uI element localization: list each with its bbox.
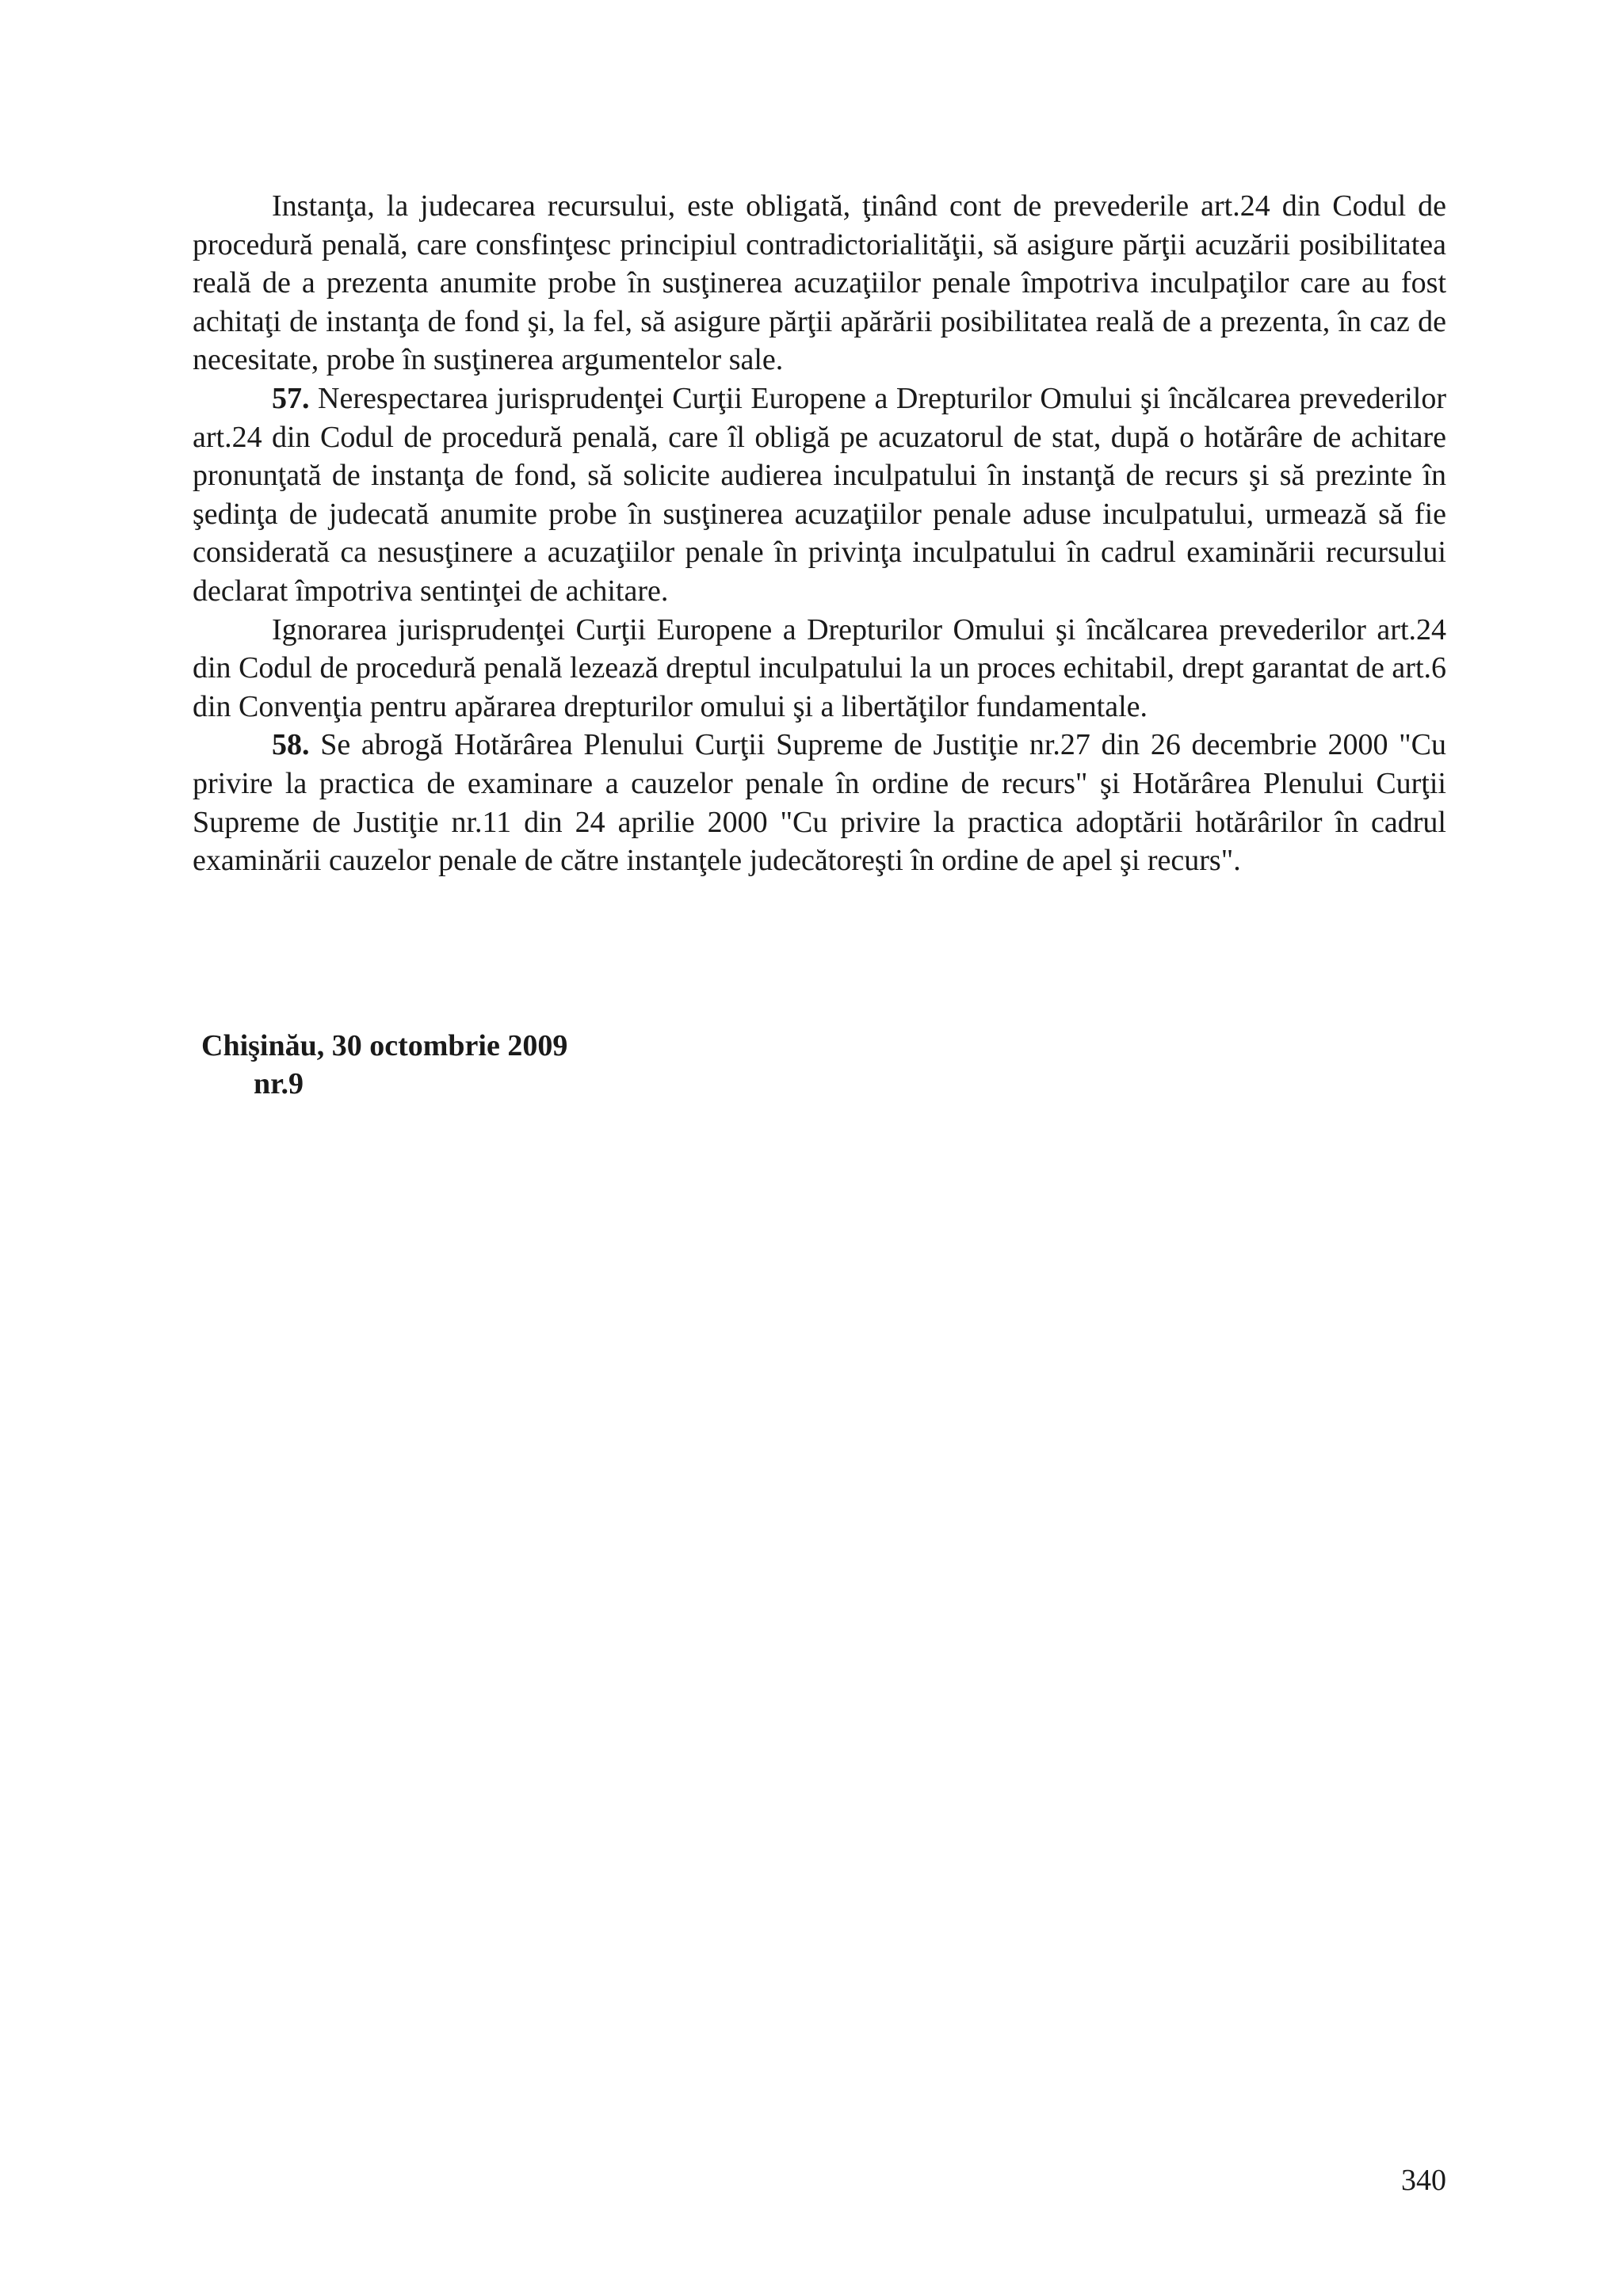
paragraph-58 [193, 726, 1446, 879]
signature-block [201, 1027, 567, 1103]
paragraph-text: Nerespectarea jurisprudenţei Curţii Europene a Drepturilor Omului şi încălcarea prevederilor art.24 din Codul de procedură penală, care îl obligă pe acuzatorul de stat, după o hotărâre de achitare pronunţată de instanţa de fond, să solicite audierea inculpatului în instanţă de recurs şi să prezinte în şedinţa de judecată anumite probe în susţinerea acuzaţiilor penale aduse inculpatului, urmează să fie considerată ca nesusţinere a acuzaţiilor penale în privinţa inculpatului în cadrul examinării recursului declarat împotriva sentinţei de achitare. [193, 381, 1447, 608]
paragraph-57 [193, 379, 1446, 611]
decision-number: nr.9 [254, 1067, 304, 1100]
paragraph-number: 57. [272, 381, 310, 415]
place-date: Chişinău, 30 octombrie 2009 [201, 1029, 568, 1062]
paragraph-text: Instanţa, la judecarea recursului, este obligată, ţinând cont de prevederile art.24 din Codul de procedură penală, care consfinţesc principiul contradictorialităţii, să asigure părţii acuzării posibilitatea reală de a prezenta anumite probe în susţinerea acuzaţiilor penale împotriva inculpaţilor care au fost achitaţi de instanţa de fond şi, la fel, să asigure părţii apărării posibilitatea reală de a prezenta, în caz de necesitate, probe în susţinerea argumentelor sale. [193, 189, 1446, 377]
paragraph-ignoring-jurisprudence [193, 611, 1446, 727]
document-body [193, 187, 1446, 880]
paragraph-number: 58. [272, 728, 310, 762]
paragraph-text: Ignorarea jurisprudenţei Curţii Europene a Drepturilor Omului şi încălcarea prevederilor art.24 din Codul de procedură penală lezează dreptul inculpatului la un proces echitabil, drept garantat de art.6 din Convenţia pentru apărarea drepturilor omului şi a libertăţilor fundamentale. [193, 612, 1446, 723]
paragraph-recurs-obligations [193, 187, 1446, 379]
paragraph-text: Se abrogă Hotărârea Plenului Curţii Supreme de Justiţie nr.27 din 26 decembrie 2000 "Cu privire la practica de examinare a cauzelor penale în ordine de recurs" şi Hotărârea Plenului Curţii Supreme de Justiţie nr.11 din 24 aprilie 2000 "Cu privire la practica adoptării hotărârilor în cadrul examinării cauzelor penale de către instanţele judecătoreşti în ordine de apel şi recurs". [193, 728, 1446, 878]
page-number: 340 [1401, 2164, 1446, 2197]
